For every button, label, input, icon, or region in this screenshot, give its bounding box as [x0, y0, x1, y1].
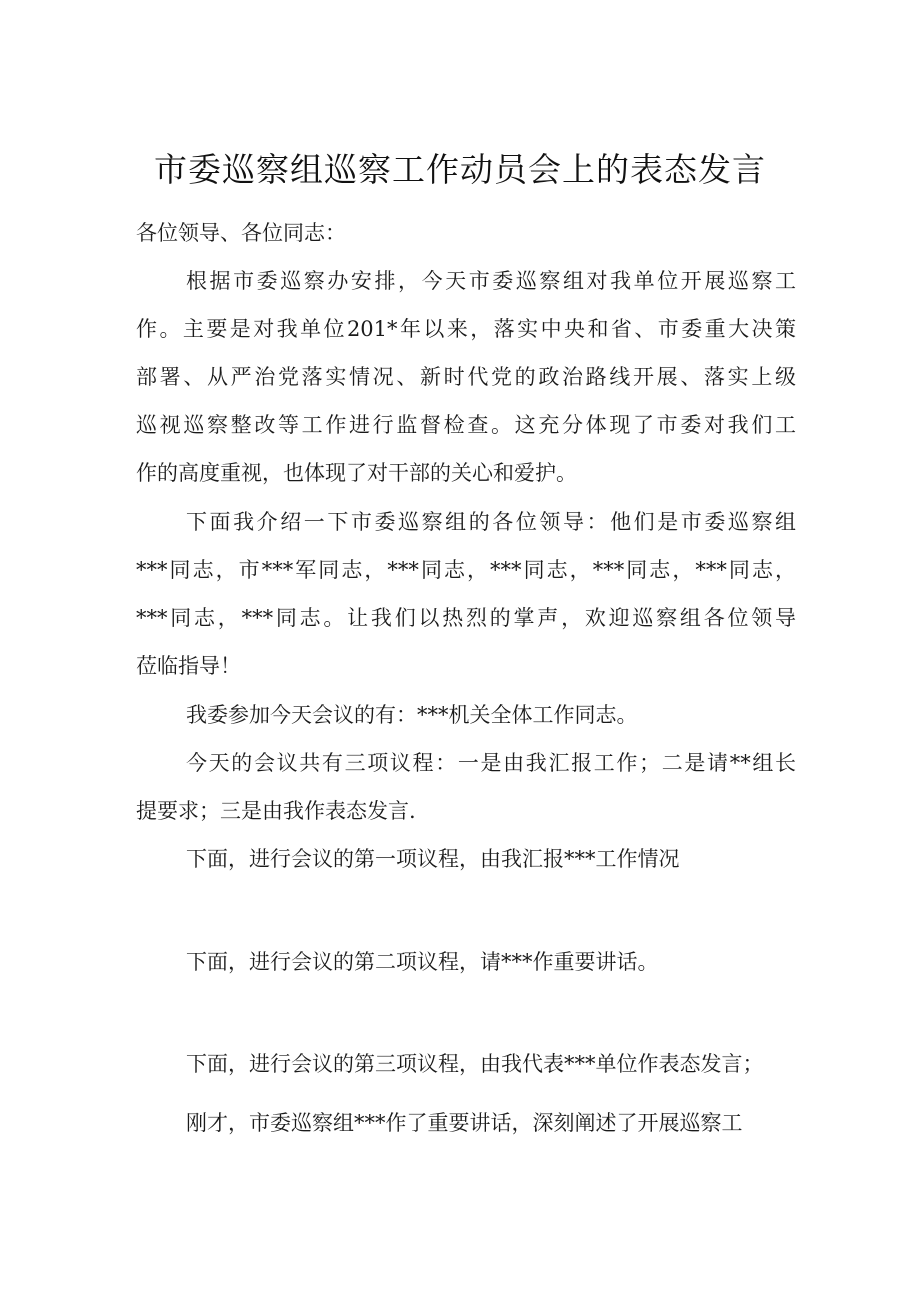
- paragraph-line: 我委参加今天会议的有：***机关全体工作同志。: [186, 703, 638, 727]
- paragraph-line: ***同志，***同志。让我们以热烈的掌声，欢迎巡察组各位领导: [136, 606, 796, 630]
- document-title: 市委巡察组巡察工作动员会上的表态发言: [154, 150, 766, 189]
- paragraph-line: 作的高度重视，也体现了对干部的关心和爱护。: [136, 461, 577, 485]
- paragraph-line: 莅临指导！: [136, 654, 241, 678]
- paragraph-line: 刚才，市委巡察组***作了重要讲话，深刻阐述了开展巡察工: [186, 1111, 743, 1135]
- paragraph-line: 下面，进行会议的第三项议程，由我代表***单位作表态发言；: [186, 1052, 764, 1076]
- paragraph-line: 根据市委巡察办安排，今天市委巡察组对我单位开展巡察工: [186, 269, 796, 293]
- paragraph-line: 下面，进行会议的第一项议程，由我汇报***工作情况: [186, 847, 680, 871]
- paragraph-line: 部署、从严治党落实情况、新时代党的政治路线开展、落实上级: [136, 365, 796, 389]
- paragraph-line: 作。主要是对我单位201*年以来，落实中央和省、市委重大决策: [136, 317, 796, 341]
- paragraph-line: 今天的会议共有三项议程：一是由我汇报工作；二是请**组长: [186, 751, 796, 775]
- paragraph-line: 下面我介绍一下市委巡察组的各位领导：他们是市委巡察组: [186, 510, 796, 534]
- salutation: 各位领导、各位同志：: [136, 221, 346, 245]
- paragraph-line: 下面，进行会议的第二项议程，请***作重要讲话。: [186, 950, 659, 974]
- paragraph-line: 提要求；三是由我作表态发言.: [136, 799, 416, 823]
- paragraph-line: 巡视巡察整改等工作进行监督检查。这充分体现了市委对我们工: [136, 413, 796, 437]
- paragraph-line: ***同志，市***军同志，***同志，***同志，***同志，***同志，: [136, 558, 796, 582]
